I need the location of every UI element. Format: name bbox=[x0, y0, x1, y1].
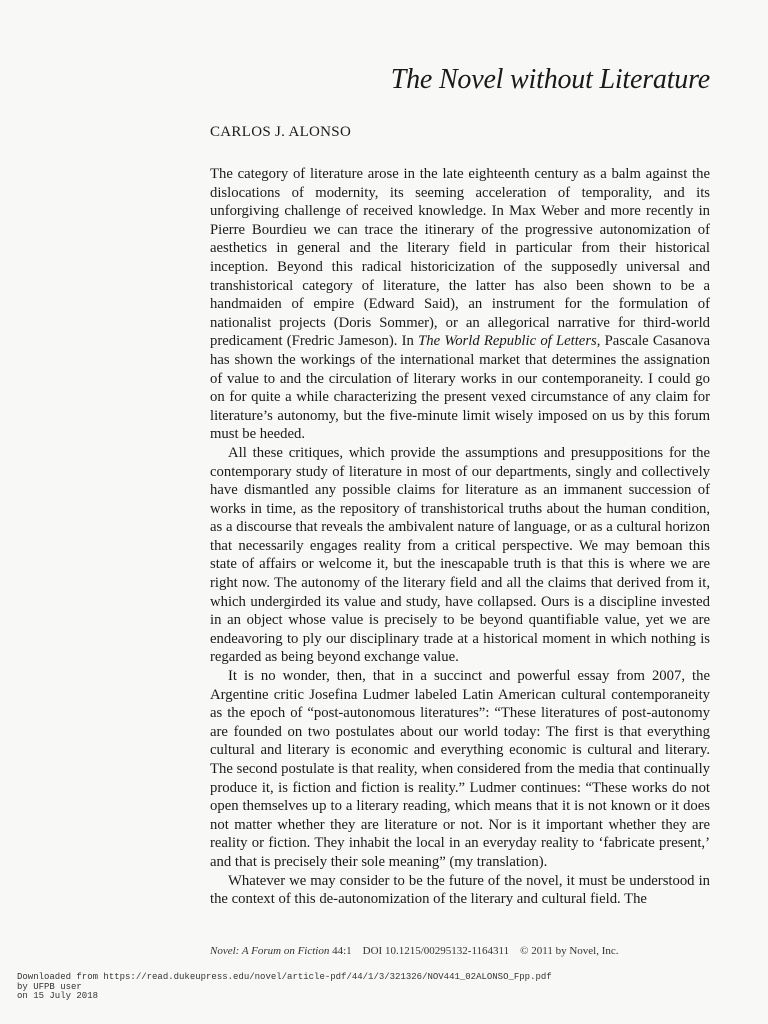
footer-copyright: © 2011 by Novel, Inc. bbox=[520, 945, 619, 957]
article-body bbox=[210, 165, 710, 909]
book-title-world-republic-of-letters: The World Republic of Letters bbox=[418, 333, 597, 350]
paragraph-4: Whatever we may consider to be the future of the novel, it must be understood in the context of this de-autonomization of the literary and cultural field. The bbox=[210, 872, 710, 908]
download-stamp bbox=[17, 973, 552, 1002]
footer-doi: DOI 10.1215/00295132-1164311 bbox=[362, 945, 510, 957]
download-date-line: on 15 July 2018 bbox=[17, 991, 99, 1001]
paragraph-2: All these critiques, which provide the assumptions and presuppositions for the contemporary study of literature in most of our departments, singly and collectively have dismantled any possible claims for literature as an immanent succession of works in time, as the repository of transhistorical truths about the human condition, as a discourse that reveals the ambivalent nature of language, or as a cultural horizon that necessarily engages reality from a critical perspective. We may bemoan this state of affairs or welcome it, but the inescapable truth is that this is where we are right now. The autonomy of the literary field and all the claims that derived from it, which undergirded its value and study, have collapsed. Ours is a discipline invested in an object whose value is precisely to be beyond quantifiable value, yet we are endeavoring to ply our disciplinary trade at a historical moment in which nothing is regarded as being beyond exchange value. bbox=[210, 444, 710, 666]
article-title: The Novel without Literature bbox=[390, 64, 710, 95]
author-name: CARLOS J. ALONSO bbox=[210, 124, 352, 140]
paragraph-1-part-1: The category of literature arose in the late eighteenth century as a balm against the dislocations of modernity, its seeming acceleration of temporality, and its unforgiving challenge of received knowledge. In Max Weber and more recently in Pierre Bourdieu we can trace the itinerary of the progressive autonomization of aesthetics in general and the literary field in particular from their historical inception. Beyond this radical historicization of the supposedly universal and transhistorical category of literature, the latter has also been shown to be a handmaiden of empire (Edward Said), an instrument for the formulation of nationalist projects (Doris Sommer), or an allegorical narrative for third-world predicament (Fredric Jameson). In bbox=[210, 166, 710, 350]
paragraph-1-part-3: , Pascale Casanova has shown the workings of the international market that determines the assignation of value to and the circulation of literary works in our contemporaneity. I could go on for quite a while characterizing the present vexed circumstance of any claim for literature’s autonomy, but the five-minute limit wisely imposed on us by this forum must be heeded. bbox=[210, 333, 710, 443]
paragraph-1 bbox=[210, 165, 710, 444]
paragraph-3: It is no wonder, then, that in a succinct and powerful essay from 2007, the Argentine critic Josefina Ludmer labeled Latin American cultural contemporaneity as the epoch of “post-autonomous literatures”: “These literatures of post-autonomy are founded on two postulates about our world today: The first is that everything cultural and literary is economic and everything economic is cultural and literary. The second postulate is that reality, when considered from the media that continually produce it, is fiction and fiction is reality.” Ludmer continues: “These works do not open themselves up to a literary reading, which means that it is not known or it does not matter whether they are literature or not. Nor is it important whether they are reality or fiction. They inhabit the local in an everyday reality to ‘fabricate present,’ and that is precisely their sole meaning” (my translation). bbox=[210, 668, 710, 870]
download-user-line: by UFPB user bbox=[17, 981, 82, 992]
page-footer bbox=[210, 944, 710, 958]
footer-volume: 44:1 bbox=[332, 945, 352, 957]
download-url-line: Downloaded from https://read.dukeupress.edu/novel/article-pdf/44/1/3/321326/NOV441_02ALONSO_Fpp.pdf bbox=[17, 972, 552, 982]
footer-journal: Novel: A Forum on Fiction bbox=[210, 945, 330, 957]
